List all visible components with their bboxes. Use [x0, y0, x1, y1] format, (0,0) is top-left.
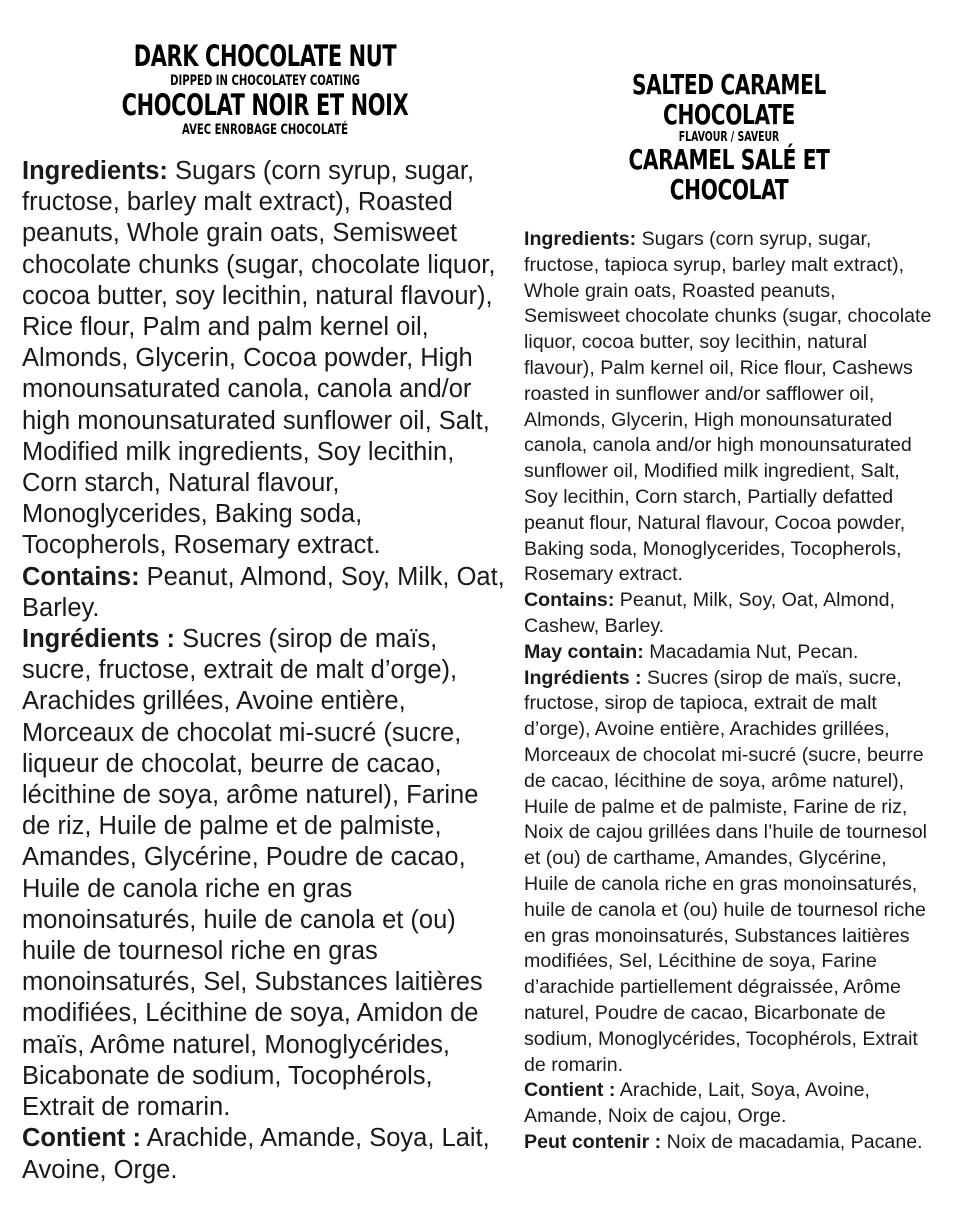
contient-french — [524, 1078, 934, 1130]
contains-text: Peanut, Almond, Soy, Milk, Oat, Barley. — [22, 562, 505, 622]
ingredients-fr-label: Ingrédients : — [22, 625, 176, 654]
contient-french — [22, 1123, 508, 1185]
ingredients-label: Ingredients: — [524, 228, 637, 250]
product-subtitle-english: DIPPED IN CHOCOLATEY COATING — [170, 73, 360, 89]
ingredients-english — [524, 227, 934, 588]
ingredients-fr-text: Sucres (sirop de maïs, sucre, fructose, extrait de malt d’orge), Arachides grillées, Avoine entière, Morceaux de chocolat mi-sucré (sucre, liqueur de chocolat, beurre de cacao, lécithine de soya, arôme naturel), Farine de riz, Huile de palme et de palmiste, Amandes, Glycérine, Poudre de cacao, Huile de canola riche en gras monoinsaturés, huile de canola et (ou) huile de tournesol riche en gras monoinsaturés, Sel, Substances laitières modifiées, Lécithine de soya, Amidon de maïs, Arôme naturel, Monoglycérides, Bicabonate de sodium, Tocophérols, Extrait de romarin. — [22, 625, 483, 1122]
ingredients-french — [524, 666, 934, 1079]
ingredients-fr-label: Ingrédients : — [524, 666, 642, 689]
peut-contenir-french — [524, 1130, 934, 1156]
product-subtitle-french: AVEC ENROBAGE CHOCOLATÉ — [181, 122, 349, 138]
product-title-french: CHOCOLAT NOIR ET NOIX — [121, 88, 409, 122]
ingredients-text: Sugars (corn syrup, sugar, fructose, barley malt extract), Roasted peanuts, Whole grain oats, Semisweet chocolate chunks (sugar, chocolate liquor, cocoa butter, soy lecithin, natural flavour), Rice flour, Palm and palm kernel oil, Almonds, Glycerin, Cocoa powder, High monounsaturated canola, canola and/or high monounsaturated sunflower oil, Salt, Modified milk ingredients, Soy lecithin, Corn starch, Natural flavour, Monoglycerides, Baking soda, Tocopherols, Rosemary extract. — [22, 157, 496, 560]
contient-label: Contient : — [22, 1124, 141, 1153]
product-title-french: CARAMEL SALÉ ET CHOCOLAT — [628, 143, 830, 206]
dark-chocolate-nut-panel — [22, 0, 508, 1186]
peut-contenir-text: Noix de macadamia, Pacane. — [661, 1130, 923, 1153]
ingredients-french — [22, 624, 508, 1123]
contient-text: Arachide, Lait, Soya, Avoine, Amande, Noix de cajou, Orge. — [524, 1079, 870, 1128]
contains-label: Contains: — [524, 589, 615, 612]
product-header — [581, 70, 876, 205]
ingredients-text: Sugars (corn syrup, sugar, fructose, tapioca syrup, barley malt extract), Whole grain oats, Roasted peanuts, Semisweet chocolate chunks (sugar, chocolate liquor, cocoa butter, soy lecithin, natural flavour), Palm kernel oil, Rice flour, Cashews roasted in sunflower and/or safflower oil, Almonds, Glycerin, High monounsaturated canola, canola and/or high monounsaturated sunflower oil, Modified milk ingredient, Salt, Soy lecithin, Corn starch, Partially defatted peanut flour, Natural flavour, Cocoa powder, Baking soda, Monoglycerides, Tocopherols, Rosemary extract. — [524, 228, 932, 586]
contains-text: Peanut, Milk, Soy, Oat, Almond, Cashew, Barley. — [524, 589, 895, 637]
contains-english — [22, 562, 508, 624]
contient-text: Arachide, Amande, Soya, Lait, Avoine, Orge. — [22, 1124, 490, 1184]
contains-english — [524, 588, 934, 640]
contient-label: Contient : — [524, 1079, 616, 1102]
product-subtitle: FLAVOUR / SAVEUR — [678, 130, 780, 145]
salted-caramel-chocolate-panel — [524, 0, 934, 1156]
ingredients-english — [22, 156, 508, 562]
ingredients-label: Ingredients: — [22, 157, 168, 185]
product-title-english: SALTED CARAMEL CHOCOLATE — [631, 68, 827, 131]
contains-label: Contains: — [22, 562, 140, 591]
ingredient-list — [22, 156, 508, 1186]
may-contain-label: May contain: — [524, 640, 644, 663]
ingredient-list — [524, 227, 934, 1156]
may-contain-text: Macadamia Nut, Pecan. — [643, 640, 859, 663]
ingredients-fr-text: Sucres (sirop de maïs, sucre, fructose, sirop de tapioca, extrait de malt d’orge), Avoine entière, Arachides grillées, Morceaux de chocolat mi-sucré (sucre, beurre de cacao, lécithine de soya, arôme naturel), Huile de palme et de palmiste, Farine de riz, Noix de cajou grillées dans l’huile de tournesol et (ou) de carthame, Amandes, Glycérine, Huile de canola riche en gras monoinsaturés, huile de canola et (ou) huile de tournesol riche en gras monoinsaturés, Substances laitières modifiées, Sel, Lécithine de soya, Farine d’arachide partiellement dégraissée, Arôme naturel, Poudre de cacao, Bicarbonate de sodium, Monoglycérides, Tocophérols, Extrait de romarin. — [524, 666, 928, 1076]
may-contain-english — [524, 640, 934, 666]
peut-contenir-label: Peut contenir : — [524, 1130, 662, 1153]
product-title-english: DARK CHOCOLATE NUT — [133, 39, 397, 73]
product-header — [90, 40, 440, 138]
